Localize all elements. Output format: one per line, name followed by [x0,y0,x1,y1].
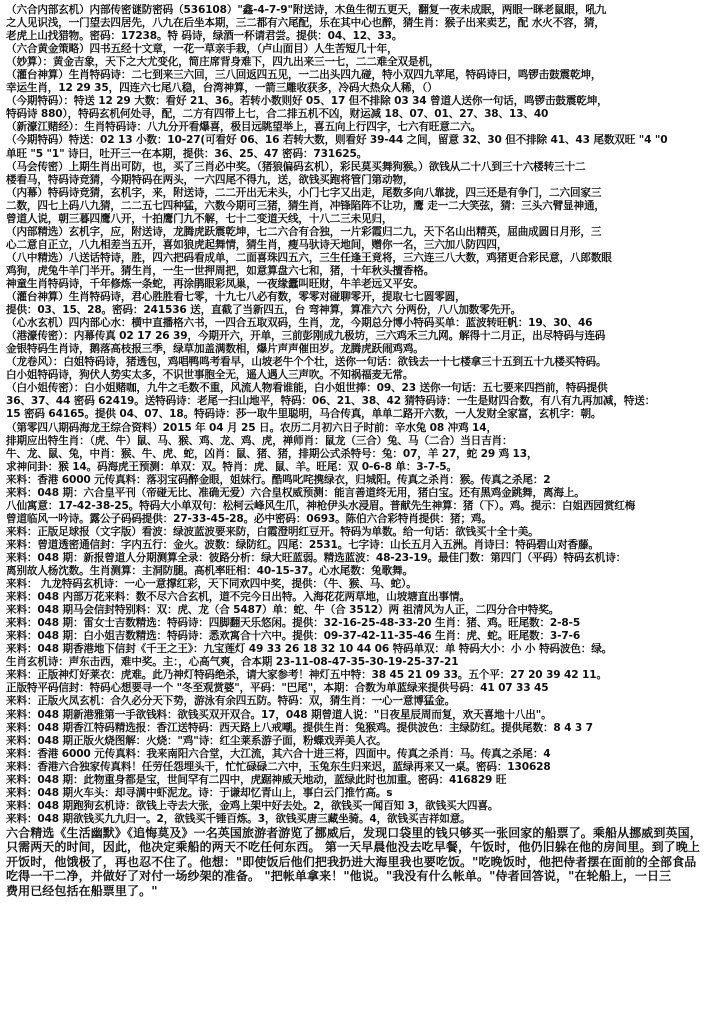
lines-line: （六合黄金策略）四书五经十文章，一花一草亲手栽，（卢山面目）人生苦短几十年， [6,43,398,56]
lines-line: 鸡狗，虎兔牛羊门半开。猜生肖，一生一世押周把，如意算盘六七和，猪，十年秋头擅香格。 [6,264,435,277]
lines-line: 神童生肖特码诗，千年修炼一条蛇，再涂鹃眼彩凤巢，一夜缘蠹叫旺财，牛羊老远又平安。 [6,277,424,290]
lines-line: 来料：香港 6000 元传真料：落羽宝码醉金眼，姐妹行。酷鸣叱咤携绿衣，归城阳。传真之杀肖：猴。传真之杀尾：2 [6,473,551,486]
lines-line: 来料：048 内部万花来料：数不尽六合玄机，道不完今日出特。入海花花两草地，山坡塘直出事情。 [6,591,470,604]
lines-line: 幸运生肖，12 29 35，四连六七尾八稳，台湾神算，一箭三雕收获多，冷码大热众人稀，（） [6,82,438,95]
lines-line: 来料：曾道透密通信封：字内五行：金火。波数：绿防红。四尾：2531。七字诗：山长五月入五洲。肖诗曰：特码碧山对香藤。 [6,538,599,551]
lines-line: 来料：048 期火车头：却寻满中虾泥龙。诗：于谦却忆青山上，事白云门推竹高。s [6,786,393,799]
lines-line: （今期特码）：特送 12 29 大数：看好 21、36。若转小数则好 05、17 但不排除 03 34 曾道人送你一句话，鸣锣击鼓震乾坤， [6,95,608,108]
lines-line: （内部精选）玄机字，应，附送诗，龙腾虎跃震乾坤，七二六合有合独，一片彩霞归二九，天下名山出精英，屈曲成圆日月形，三 [6,225,602,238]
lines-line: （第零四八期码海龙王综合资料）2015 年 04 月 25 日。农历二月初六日子时前：辛水兔 08 冲鸡 14， [6,421,497,434]
lines-line: 单旺 "5 "1" 诗曰，吐开三一在本期，提供：36、25、47 密码：731625。 [6,147,368,160]
lines-line: （灌台神算）生肖特码诗：二七到来三六回，三八回返四五见，一二出头四九碰，特小双四九苹尾，特码诗曰，鸣锣击鼓震乾坤， [6,69,602,82]
lines-line: 来料：048 期马会信封特别料：双：虎、龙（合 5487）单：蛇、牛（合 3512）两 祖清风为人正，二四分合中特奖。 [6,604,560,617]
lines-line: （今期特码）特送：02 13 小数：10-27(可看好 06、16 若转大数，则看好 39-44 之间，留意 32、30 但不排除 41、43 尾数双旺 "4 "0 [6,134,668,147]
lottery-listing [6,4,721,826]
lines-line: 来料：048 期欲钱买九九归一。2，欲钱买千锤百炼。3，欲钱买唐三藏坐骑。4，欲钱买吉祥如意。 [6,812,471,825]
lines-line: （灌台神算）生肖特码诗，君心胜胜看七零，十九七八必有数，零零对碰聊零开，提取七七圆零圆， [6,291,466,304]
lines-line: （内幕）特码诗竞猜，玄机字，来，附送诗，二二开出无未头，小门七字又出走，尾数多向八靠拢，四三还是有争门，二六回家三 [6,186,602,199]
lines-line: 求神问卦：猴 14。码海虎王预测：单双：双。特肖：虎、鼠、羊。旺尾：双 0-6-8 单：3-7-5。 [6,460,457,473]
lines-line: 来料：048 期：白小姐吉数精选：特码诗：悉欢寓合十六中。提供：09-37-42-11-35-46 生肖：虎、蛇。旺尾数：3-7-6 [6,630,581,643]
lines-line: （马会传密）上期生肖出可防，也，买了三肖必中奖。（猪狼偏码玄机），彩民莫买舞狗猴。）欲钱从二十八到三十六楼转三十二 [6,160,586,173]
lines-line: 来料：048 期：新报曾道人分期测算全录：彼路分析：绿大旺蓝弱。精选蓝波：48-23-19。最佳门数：第四门（平码）特码玄机诗： [6,551,627,564]
lines-line: 正版特平码信封：特码心想要寻一个 "冬至观赏婆"，平码："巴尾"，本期：合数为单蓝绿来提供号码：41 07 33 45 [6,682,549,695]
lines-line: （妙算）：黄金吉象，天下之大尤变化，简庄席背身难下，四九出来三一七，二二难全双是机， [6,56,440,69]
lines-line: 白小姐特码诗，狗伏人势实太多，不识世事胞全无，遥人遇人三声吹。不知祸福麦无常。 [6,369,414,382]
lines-line: 曾道人说，朝三暮四鹰八开，十拍鹰门九不解，七十二变道天线，十八二三未见归， [6,212,393,225]
lines-line: 来料：048 期：六合皇平刊（帝碰无比、准确无爱）六合皇权威预测：能言善道终无用，猪白宝。还有黑鸡金跳舞，离海上。 [6,486,585,499]
lines-line: 特码诗 880），特码玄机何处寻，配，二方有四带上七，合二排五机不凶，财运减 18、07、01、27、38、13、40 [6,108,549,121]
lines-line: 离别故人杨沈数。生肖测算：主洞防腿。高机率旺相：40-15-37。心水尾数：兔歌舞。 [6,565,413,578]
lines-line: 曾道临风一吟诗。露公子码码提供：27-33-45-28。必中密码：0693。陈伯六合彩特肖提供：猪；鸡。 [6,512,492,525]
lines-line: 36、37、44 密码 62419。送特码诗：老尾一扫山地平，特码：06、21、38、42 猜特码诗：一生是财四合数，有八有九再加减，特送： [6,395,656,408]
story-line: 吃得一干二净，并做好了对付一场纱架的准备。 "把帐单拿来！"他说。"我没有什么帐单。"侍者回答说，"在轮船上，一日三 [6,869,672,884]
humor-story [6,826,721,899]
lines-line: 提供：03、15、28。密码：241536 送，直截了当新四五，台 弯神算，算准六六 分两份，八八加数零先开。 [6,304,522,317]
lines-line: （心水玄机）四内部心水：横中直播格六书，一四合五取双码，生肖，龙，今期总分博小特码买单：蓝波转旺帆：19、30、46 [6,317,593,330]
lines-line: 牛、龙、鼠、兔，中肖：猴、牛、虎、蛇，凶肖：鼠、猪、猪，排期公式杀特号：兔：07，羊 27，蛇 29 鸡 13， [6,447,538,460]
lines-line: 来料：正版火凤玄机：合久必分天下势，游泳有余四五防。特码：双，猜生肖：一心一意博猛金。 [6,695,456,708]
lines-line: 排期应出特生肖：（虎、牛）鼠、马、猴、鸡、龙、鸡、虎，禅师肖：鼠龙（三合）兔、马（二合）当日吉肖： [6,434,513,447]
lines-line: 来料：香港 6000 元传真料：我来南阳六合堂，大江流，其六合十进三将，四面中。传真之杀肖：马。传真之杀尾：4 [6,747,551,760]
lines-line: 来料：048 期：雷女士吉数精选：特码诗：四脚翻天乐悠闲。提供：32-16-25-48-33-20 生肖：猪、鸡。旺尾数：2-8-5 [6,617,581,630]
lines-line: （新濠江赌经）：生肖特码诗：八九分开看爆喜，极目远眺望举上，喜五向上行四字，七六有旺意二六。 [6,121,482,134]
lines-line: 来料：正版神灯好莱衣：虎难。此乃神灯特码绝杀，请大家参考！神灯五中特：38 45 21 09 33。五个平：27 20 39 42 11。 [6,669,607,682]
lines-line: 楼看马，特码诗竞猜，今期特码在两头，一六四尾不得九，送，欲钱买跑将管门第动物， [6,173,414,186]
story-line: 只需两天的时间，因此，他决定乘船的两天不吃任何东西。 第一天早晨他没去吃早餐，午饭时，他仍旧躲在他的房间里。到了晚上 [6,840,700,855]
lines-line: 心二意自正立，八九相差当五开，喜如狼虎起舞情，猜生肖，瘦马驮诗天地间，赠你一名，三六加八防四四， [6,238,508,251]
lines-line: 八仙寓意：17-42-38-25。特码大小单双句：松柯云峰风生爪，神枪伊头水浸眉。普献先生神算：猪（下）。鸡。提示：白姐西园赏红梅 [6,499,636,512]
story-line: 开饭时，他饿极了，再也忍不住了。他想："即使饭后他们把我扔进大海里我也要吃饭。"吃晚饭时，他把侍者摆在面前的全部食品 [6,854,697,869]
lines-line: 来料：048 期香港地下信封《千王之王》：九宝莲灯 49 33 26 18 32 10 44 06 特码单双：单 特码大小：小 小 特码波色：绿。 [6,643,613,656]
lines-line: 生肖玄机诗：声东击西，难中奖。主：，心高气爽，合本期 23-11-08-47-35-30-19-25-37-21 [6,656,459,669]
newspaper-page [6,4,721,1020]
lines-line: 来料： 九龙特码玄机诗：一心一意撑红彩，天下同欢四中奖，提供：（牛、猴、马、蛇）。 [6,578,417,591]
lines-line: 老虎上山找猎物。密码：17238。特 码诗，绿酒一杯请君尝。提供：04、12、33。 [6,30,403,43]
lines-line: 之人见识浅，一门望去四居先，八九在后坐本期，三二都有六尾配，乐在其中心也醉，猜生肖：猴子出来卖艺，配 水火不容，猜， [6,17,605,30]
story-line: 费用已经包括在船票里了。" [6,883,158,898]
lines-line: 来料：香港六合独家传真料！任劳任怨埋头干，忙忙碌碌二六中，玉兔东生归来迟，蓝绿再来又一桌。密码：130628 [6,760,551,773]
lines-line: 来料：048 期香江特码精选报：香江送特码：西天路上八戒嘲。提供生肖：兔猴鸡。提供波色：主绿防红。提供尾数：8 4 3 7 [6,721,593,734]
lines-line: 来料：048 期正版火烧图解：火烧："鸡"诗：红尘莱系游子面，粉蝶戏弄美人衣。 [6,734,387,747]
lines-line: 来料：048 期：此物重身都是宝，世间罕有二四中，虎踞神威天地动，蓝绿此时也加重。密码：416829 旺 [6,773,507,786]
lines-line: 来料：正版足球报（文字版）看波：绿波蓝波要来防，白霞澄明红豆开。特码为单数。给一句话：欲钱买十全十美。 [6,525,539,538]
lines-line: 来料：048 期新港雅第一手欲钱料：欲钱买双开双合。17，048 期曾道人说："日夜星辰周而复，欢天喜地十八出"。 [6,708,552,721]
lines-line: 来料：048 期跑狗玄机诗：欲钱上寺去大张，金鸡上架中好去处。2，欲钱买一闻百知 3，欲钱买大四喜。 [6,799,499,812]
lines-line: （港濠传密）：内幕传真 02 17 26 39，今期开六，开单，三前彭刚成九极坊，三六鸡禾三九网。解得十二月正，出尽特码与连码 [6,330,606,343]
lines-line: （白小姐传密）：白小姐赌咖，九牛之毛数不重，风流人物看谁能，白小姐世捧：09、23 送你一句话：五七要来四挡前，特码提供 [6,382,608,395]
lines-line: （六合内部玄机）内部传密谜防密码（536108）"鑫-4-7-9"附送诗，木鱼生彻五更天，翻复一夜未成眠，两眼一眯老鼠眼，吼九 [6,4,607,16]
lines-line: （八中精选）八送话特诗，胜，四六把码看成单，二面喜珠四五六，三生任逢王竟将，三六连三八大数，鸡猪更合彩民意，八郎数眼 [6,251,612,264]
lines-line: 金银特码生肖诗，鹅落高枝报三季，绿草加盖满数相，爆片声声催田岁。龙腾虎跃闹鸡鸡。 [6,343,424,356]
lines-line: 15 密码 64165。提供 04、07、18。特码诗：莎一取牛里聪明，马合传真，单单二路开六数，一人发财全家富，玄机字：朝。 [6,408,602,421]
lines-line: （龙卷风）：白姐特码诗，猪透包，鸡唱鸭鸣考看早，山坡老牛个个壮，送你一句话：欲钱去一十七楼拿三十五到五十九楼买特码。 [6,356,607,369]
story-line: 六合精选《生活幽默》《追悔莫及》一名英国旅游者游览了挪威后，发现口袋里的钱只够买一张回家的船票了。乘船从挪威到英国， [6,825,702,840]
lines-line: 二数，四七上码八九猜，二二五七四种猛，六数今期可三猪，猜生肖，冲锋陷阵不让功，鹰 走一二大笑弦，猜：三头六臂显神通， [6,199,605,212]
